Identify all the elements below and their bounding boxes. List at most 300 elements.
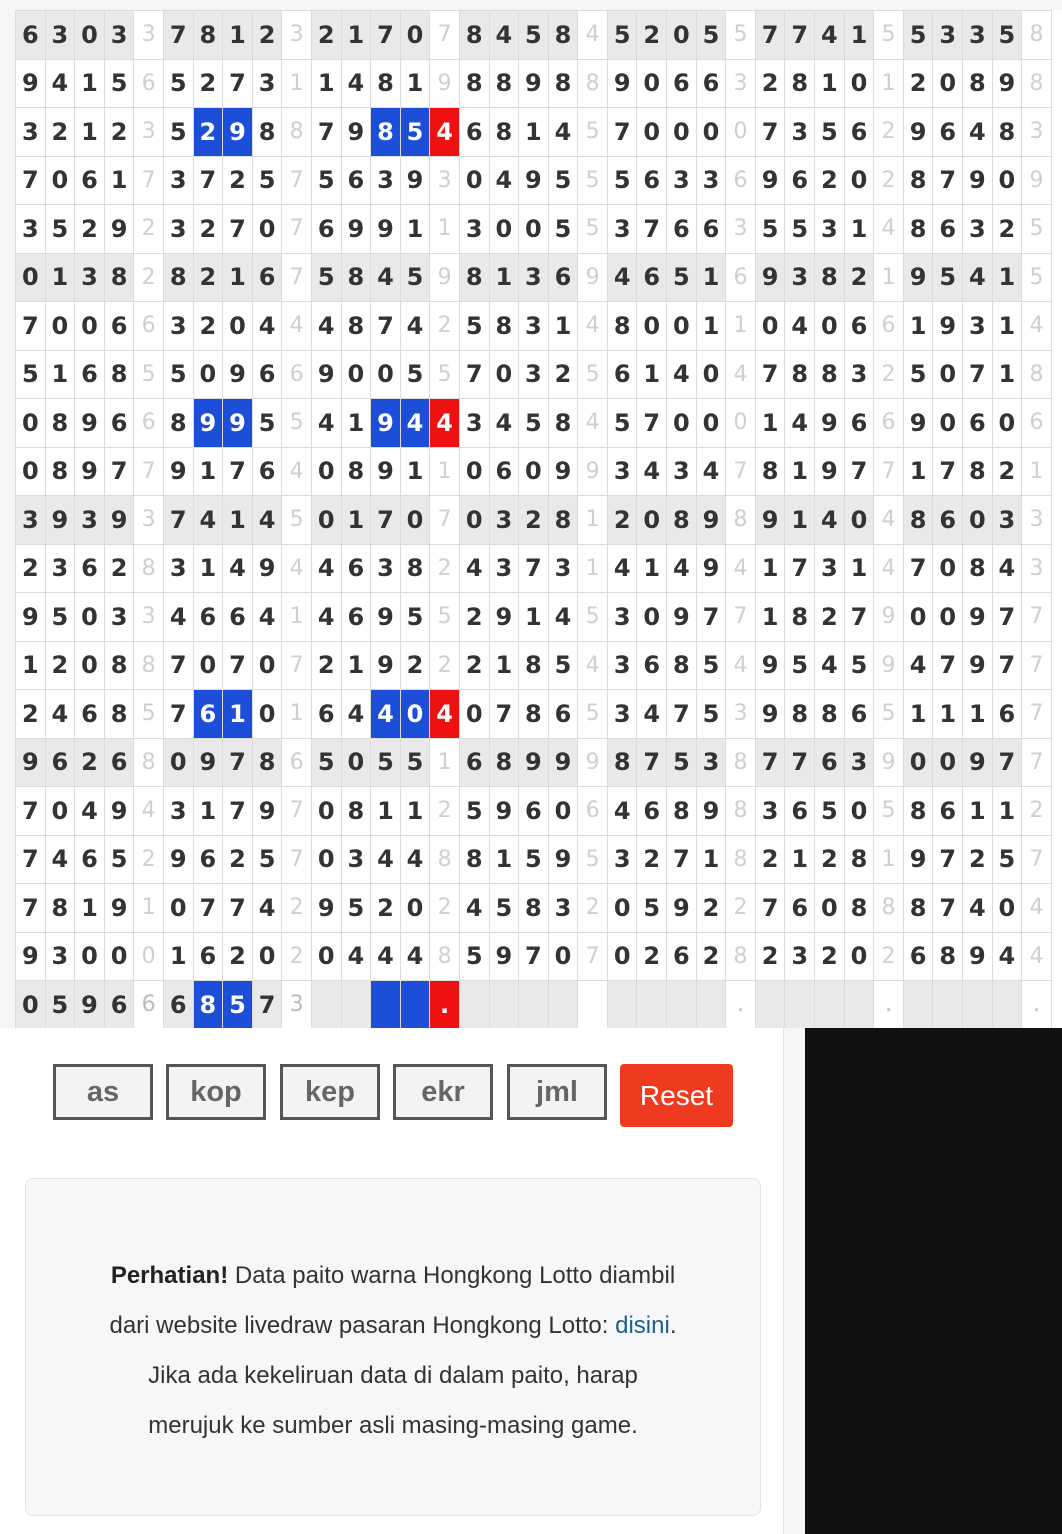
paito-cell: 4 [45,690,75,739]
paito-cell: 8 [519,641,549,690]
reset-button[interactable]: Reset [620,1064,733,1127]
paito-cell: 6 [75,690,105,739]
paito-cell: 8 [489,108,519,157]
paito-separator-cell: 6 [578,787,608,836]
paito-cell: 3 [163,787,193,836]
paito-cell: 2 [815,835,845,884]
paito-separator-cell: 2 [430,544,460,593]
paito-cell: 4 [815,641,845,690]
paito-cell: 5 [311,253,341,302]
paito-cell: 3 [844,350,874,399]
paito-cell: 7 [755,350,785,399]
paito-cell: 7 [163,11,193,60]
paito-cell: 1 [963,690,993,739]
paito-cell: 0 [16,447,46,496]
paito-cell: 6 [16,11,46,60]
paito-cell: 1 [844,11,874,60]
paito-separator-cell: 6 [726,156,756,205]
paito-cell: 0 [252,932,282,981]
paito-separator-cell: 2 [874,156,904,205]
paito-cell: 5 [459,932,489,981]
paito-cell: 6 [104,981,134,1029]
paito-separator-cell [578,981,608,1029]
paito-cell: 9 [755,641,785,690]
paito-separator-cell: 5 [578,690,608,739]
paito-cell: 0 [459,690,489,739]
paito-cell: 4 [311,593,341,642]
paito-separator-cell: 4 [726,350,756,399]
paito-cell: 6 [667,932,697,981]
paito-cell: 7 [637,399,667,448]
paito-cell: 0 [667,302,697,351]
paito-cell: 0 [844,496,874,545]
paito-cell: 9 [696,544,726,593]
paito-cell: 9 [163,447,193,496]
paito-cell: 1 [815,59,845,108]
paito-separator-cell: 0 [726,399,756,448]
paito-cell: 5 [992,11,1022,60]
paito-row [16,690,1052,739]
paito-cell: 5 [400,350,430,399]
paito-cell: 3 [667,447,697,496]
paito-cell: 7 [933,835,963,884]
paito-cell: 4 [548,108,578,157]
paito-cell: 6 [785,156,815,205]
paito-cell: 2 [45,641,75,690]
paito-cell: 6 [785,884,815,933]
paito-separator-cell: 4 [578,11,608,60]
paito-cell: 9 [371,205,401,254]
paito-cell: 0 [400,11,430,60]
paito-cell: 6 [548,690,578,739]
paito-cell: 6 [963,399,993,448]
paito-cell: 7 [193,156,223,205]
paito-cell: 4 [371,253,401,302]
paito-cell: 7 [16,835,46,884]
paito-separator-cell: 9 [578,253,608,302]
paito-cell: 3 [963,302,993,351]
paito-cell: 6 [815,738,845,787]
disini-link[interactable]: disini [615,1312,670,1339]
paito-cell: 5 [223,981,253,1029]
paito-cell: 5 [104,59,134,108]
paito-cell: 8 [755,447,785,496]
paito-row [16,447,1052,496]
paito-cell: 3 [75,253,105,302]
paito-cell: 5 [844,641,874,690]
paito-cell: 7 [785,11,815,60]
paito-cell: 5 [45,205,75,254]
paito-cell: 4 [696,447,726,496]
paito-cell: 5 [696,641,726,690]
paito-cell: 7 [489,690,519,739]
paito-cell: 1 [75,59,105,108]
paito-cell: 4 [607,544,637,593]
paito-separator-cell: 7 [282,641,312,690]
paito-cell: 5 [519,11,549,60]
paito-cell: 5 [815,108,845,157]
paito-cell: 4 [311,544,341,593]
paito-cell: 6 [696,205,726,254]
paito-cell: 1 [992,350,1022,399]
paito-cell: 5 [252,835,282,884]
paito-row [16,108,1052,157]
paito-cell: 9 [963,593,993,642]
paito-cell: 3 [489,496,519,545]
paito-cell: 5 [548,641,578,690]
paito-cell: 5 [459,787,489,836]
paito-cell: 0 [400,496,430,545]
paito-cell: 9 [696,787,726,836]
paito-cell: 9 [104,205,134,254]
paito-cell [755,981,785,1029]
paito-cell: 9 [16,932,46,981]
paito-cell: 0 [75,302,105,351]
paito-cell: 2 [75,205,105,254]
paito-cell: 3 [104,593,134,642]
paito-cell: 0 [637,108,667,157]
paito-cell: 3 [252,59,282,108]
paito-cell: 6 [637,641,667,690]
paito-cell: 1 [193,544,223,593]
paito-separator-cell: 2 [134,253,164,302]
paito-cell: 7 [16,884,46,933]
paito-cell: 4 [371,690,401,739]
paito-row [16,399,1052,448]
paito-cell: 0 [311,932,341,981]
paito-cell: 2 [992,205,1022,254]
paito-separator-cell: 3 [726,59,756,108]
paito-cell: 1 [844,205,874,254]
paito-cell: 9 [311,350,341,399]
paito-cell: 0 [341,350,371,399]
paito-cell: 1 [371,787,401,836]
paito-cell: 2 [696,932,726,981]
paito-cell: 0 [933,59,963,108]
paito-cell: 3 [607,690,637,739]
paito-cell: 3 [548,544,578,593]
paito-separator-cell: 8 [134,641,164,690]
paito-cell: 4 [459,544,489,593]
paito-cell: 0 [992,884,1022,933]
paito-separator-cell: 1 [430,738,460,787]
paito-cell: 0 [637,593,667,642]
paito-cell: 7 [844,593,874,642]
paito-cell: 3 [815,205,845,254]
paito-separator-cell: 7 [282,156,312,205]
filter-jml-button[interactable]: jml [507,1064,607,1120]
paito-cell: 8 [519,690,549,739]
paito-cell: 4 [667,350,697,399]
paito-separator-cell: 5 [578,593,608,642]
paito-cell: 4 [311,399,341,448]
paito-cell: 2 [815,156,845,205]
paito-cell: 1 [223,11,253,60]
paito-cell: 9 [548,447,578,496]
paito-separator-cell: 2 [134,835,164,884]
paito-cell: 2 [400,641,430,690]
filter-as-button[interactable]: as [53,1064,153,1120]
paito-cell: 7 [104,447,134,496]
paito-cell: 7 [223,447,253,496]
paito-cell: 0 [607,884,637,933]
paito-cell: 8 [607,302,637,351]
paito-cell [400,981,430,1029]
paito-cell [548,981,578,1029]
notice-bold: Perhatian! [110,1262,229,1289]
paito-separator-cell: 7 [726,447,756,496]
paito-cell: 5 [785,205,815,254]
paito-cell: 8 [933,932,963,981]
paito-cell: 5 [459,302,489,351]
paito-separator-cell: 8 [874,884,904,933]
paito-cell: 3 [489,544,519,593]
paito-cell: 8 [903,205,933,254]
paito-cell: 0 [400,884,430,933]
paito-cell: 6 [637,156,667,205]
paito-cell: 6 [489,447,519,496]
paito-separator-cell: 1 [874,253,904,302]
paito-cell: 2 [844,253,874,302]
paito-cell: 1 [400,205,430,254]
paito-separator-cell: 2 [874,932,904,981]
paito-cell: 0 [696,399,726,448]
paito-cell: 2 [755,835,785,884]
paito-cell: 7 [252,981,282,1029]
paito-cell: 8 [667,641,697,690]
paito-cell: 3 [163,544,193,593]
paito-cell: 9 [519,156,549,205]
paito-cell: 2 [519,496,549,545]
paito-separator-cell: 9 [430,59,460,108]
paito-cell: 0 [637,302,667,351]
paito-cell [607,981,637,1029]
paito-cell: 0 [844,932,874,981]
paito-cell: 8 [489,59,519,108]
paito-cell: 9 [992,59,1022,108]
paito-cell: 7 [16,302,46,351]
paito-separator-cell: 1 [134,884,164,933]
paito-cell: 8 [548,11,578,60]
paito-cell: 7 [785,544,815,593]
paito-separator-cell: 1 [282,690,312,739]
paito-cell: 7 [963,350,993,399]
paito-cell: 8 [104,690,134,739]
paito-cell [815,981,845,1029]
paito-cell: 1 [400,59,430,108]
paito-separator-cell: 4 [578,399,608,448]
paito-cell: 0 [223,302,253,351]
filter-ekr-button[interactable]: ekr [393,1064,493,1120]
paito-cell: 9 [75,447,105,496]
paito-cell: 2 [815,932,845,981]
paito-cell: 0 [933,593,963,642]
paito-cell: 7 [785,738,815,787]
paito-separator-cell: 5 [578,350,608,399]
paito-cell: 8 [459,835,489,884]
paito-cell: 4 [459,884,489,933]
paito-separator-cell: 8 [726,738,756,787]
paito-separator-cell: 0 [134,932,164,981]
paito-cell: 3 [371,544,401,593]
paito-cell: 6 [75,156,105,205]
paito-cell: 2 [637,835,667,884]
paito-cell: 5 [371,738,401,787]
paito-cell: 1 [341,11,371,60]
paito-cell: 9 [548,835,578,884]
paito-cell: 6 [933,787,963,836]
filter-kep-button[interactable]: kep [280,1064,380,1120]
paito-cell: 7 [755,11,785,60]
paito-cell [696,981,726,1029]
paito-separator-cell: 3 [282,11,312,60]
paito-cell: 6 [104,302,134,351]
paito-cell: 7 [223,205,253,254]
paito-cell: 0 [489,205,519,254]
paito-cell: 3 [696,738,726,787]
paito-cell: 2 [45,108,75,157]
paito-cell: 4 [607,787,637,836]
paito-separator-cell: 8 [726,496,756,545]
paito-cell: 1 [163,932,193,981]
paito-cell: 9 [252,787,282,836]
paito-cell: 7 [933,447,963,496]
paito-cell [637,981,667,1029]
paito-separator-cell: 5 [134,350,164,399]
paito-cell: 9 [815,399,845,448]
paito-row [16,350,1052,399]
paito-cell: 6 [992,690,1022,739]
paito-cell: 3 [755,787,785,836]
paito-separator-cell: 5 [430,593,460,642]
paito-separator-cell: 5 [578,835,608,884]
paito-cell: 1 [519,108,549,157]
paito-cell: 6 [193,932,223,981]
paito-cell: 9 [755,156,785,205]
paito-cell: 4 [992,932,1022,981]
notice-line-2: dari website livedraw pasaran Hongkong Lotto: disini. [109,1312,677,1339]
paito-row [16,302,1052,351]
filter-kop-button[interactable]: kop [166,1064,266,1120]
paito-cell: 7 [667,690,697,739]
paito-separator-cell: 2 [282,932,312,981]
paito-cell: 9 [193,399,223,448]
paito-separator-cell: 7 [1022,641,1052,690]
paito-cell: 9 [16,738,46,787]
paito-separator-cell: 2 [134,205,164,254]
paito-cell: 3 [519,253,549,302]
paito-cell: 2 [104,108,134,157]
paito-cell: 7 [371,496,401,545]
paito-cell: 8 [341,447,371,496]
paito-cell: 5 [696,690,726,739]
paito-separator-cell: 6 [282,738,312,787]
paito-cell: 4 [223,544,253,593]
paito-separator-cell: 5 [578,108,608,157]
paito-separator-cell: 6 [874,399,904,448]
paito-cell: 3 [667,156,697,205]
paito-cell: 8 [903,156,933,205]
paito-cell: 6 [459,738,489,787]
paito-cell: 7 [371,11,401,60]
paito-cell: 7 [755,738,785,787]
paito-separator-cell: 9 [874,593,904,642]
paito-separator-cell: 4 [578,641,608,690]
paito-cell: 4 [903,641,933,690]
paito-cell: 0 [489,350,519,399]
paito-cell: 2 [755,932,785,981]
paito-separator-cell: 1 [578,544,608,593]
paito-cell: 9 [667,884,697,933]
paito-cell: 3 [163,205,193,254]
paito-cell: 0 [696,350,726,399]
paito-separator-cell: 3 [1022,544,1052,593]
paito-cell: 2 [223,835,253,884]
paito-separator-cell: 5 [874,787,904,836]
paito-cell: 4 [607,253,637,302]
paito-cell: 8 [963,59,993,108]
paito-cell: 4 [311,302,341,351]
paito-separator-cell: 3 [282,981,312,1029]
paito-separator-cell: 8 [726,787,756,836]
paito-row [16,641,1052,690]
paito-separator-cell: 6 [134,302,164,351]
paito-cell: 8 [104,350,134,399]
paito-separator-cell: 8 [726,932,756,981]
paito-cell: 3 [45,932,75,981]
paito-cell: 7 [844,447,874,496]
paito-cell: 7 [223,884,253,933]
paito-cell: 4 [785,302,815,351]
paito-grid [15,10,1062,1028]
paito-cell: 0 [696,108,726,157]
paito-cell: 3 [785,932,815,981]
paito-cell: 2 [696,884,726,933]
paito-cell: 1 [45,350,75,399]
paito-cell: 5 [311,738,341,787]
paito-cell: 0 [667,399,697,448]
paito-cell: 1 [696,253,726,302]
paito-cell: 1 [519,593,549,642]
paito-cell: 5 [785,641,815,690]
paito-cell: 3 [16,496,46,545]
paito-cell: 8 [903,496,933,545]
paito-cell: 1 [223,496,253,545]
paito-cell: 6 [193,690,223,739]
paito-cell: 9 [341,108,371,157]
paito-separator-cell: 3 [726,205,756,254]
paito-cell [785,981,815,1029]
paito-separator-cell: 3 [134,496,164,545]
paito-separator-cell: 1 [1022,447,1052,496]
paito-cell: 2 [223,932,253,981]
paito-cell: 6 [459,108,489,157]
paito-cell: 4 [193,496,223,545]
paito-cell: 4 [489,156,519,205]
sidebar-ad-area [805,1028,1062,1534]
paito-cell: 9 [903,253,933,302]
paito-cell: 5 [252,399,282,448]
paito-separator-cell: 5 [134,690,164,739]
paito-cell: 3 [933,11,963,60]
paito-separator-cell: 5 [578,156,608,205]
paito-cell: 0 [311,787,341,836]
paito-cell: 0 [193,350,223,399]
paito-separator-cell: 3 [134,593,164,642]
paito-cell: 2 [311,11,341,60]
paito-cell: 8 [489,302,519,351]
paito-cell: 6 [163,981,193,1029]
